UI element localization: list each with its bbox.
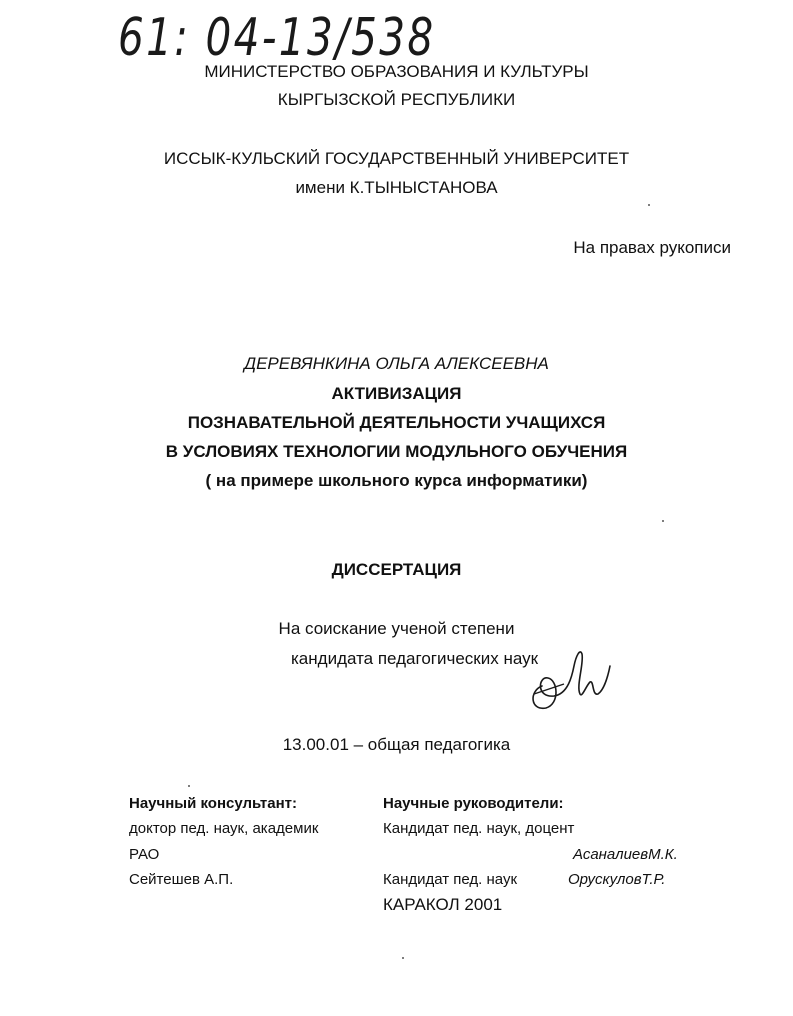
supervisor-1-title: Кандидат пед. наук, доцент xyxy=(383,820,575,837)
consultant-academy: РАО xyxy=(129,846,160,863)
scan-speck xyxy=(662,520,664,522)
rights-note: На правах рукописи xyxy=(573,238,731,257)
degree-line-1: На соискание ученой степени xyxy=(278,619,515,638)
specialty-code: 13.00.01 – общая педагогика xyxy=(282,735,511,754)
scan-speck xyxy=(402,957,404,959)
title-line-2: ПОЗНАВАТЕЛЬНОЙ ДЕЯТЕЛЬНОСТИ УЧАЩИХСЯ xyxy=(187,413,606,432)
title-line-1: АКТИВИЗАЦИЯ xyxy=(331,384,462,403)
signature-mark xyxy=(524,636,616,716)
consultant-name: Сейтешев А.П. xyxy=(129,871,234,888)
supervisor-2-name: ОрускуловТ.Р. xyxy=(568,871,666,888)
title-line-3: В УСЛОВИЯХ ТЕХНОЛОГИИ МОДУЛЬНОГО ОБУЧЕНИЯ xyxy=(165,442,628,461)
scan-speck xyxy=(648,204,650,206)
degree-line-2: кандидата педагогических наук xyxy=(291,649,539,668)
title-line-4: ( на примере школьного курса информатики) xyxy=(205,471,588,490)
ministry-line-1: МИНИСТЕРСТВО ОБРАЗОВАНИЯ И КУЛЬТУРЫ xyxy=(204,62,589,81)
consultant-degree: доктор пед. наук, академик xyxy=(129,820,319,837)
ministry-line-2: КЫРГЫЗСКОЙ РЕСПУБЛИКИ xyxy=(277,90,516,109)
place-year: КАРАКОЛ 2001 xyxy=(383,895,503,914)
university-line-1: ИССЫК-КУЛЬСКИЙ ГОСУДАРСТВЕННЫЙ УНИВЕРСИТЕТ xyxy=(163,149,630,168)
author-name: ДЕРЕВЯНКИНА ОЛЬГА АЛЕКСЕЕВНА xyxy=(244,354,549,373)
consultant-heading: Научный консультант: xyxy=(129,795,298,812)
university-line-2: имени К.ТЫНЫСТАНОВА xyxy=(295,178,498,197)
archive-number-handwritten: 61: 04-13/538 xyxy=(118,8,436,68)
document-type: ДИССЕРТАЦИЯ xyxy=(331,560,462,579)
scan-speck xyxy=(188,785,190,787)
supervisors-heading: Научные руководители: xyxy=(383,795,564,812)
supervisor-1-name: АсаналиевМ.К. xyxy=(573,846,678,863)
supervisor-2-title: Кандидат пед. наук xyxy=(383,871,518,888)
